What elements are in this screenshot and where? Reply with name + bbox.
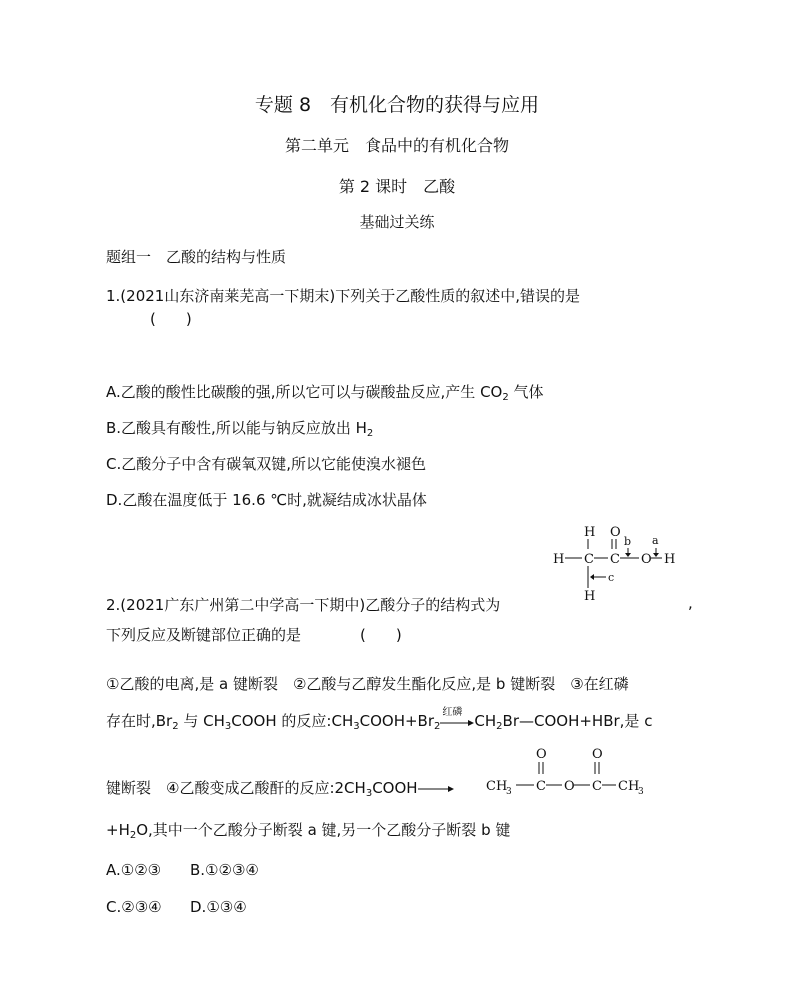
r2-sub1: 2 — [172, 721, 179, 732]
q2-option-b: B.①②③④ — [190, 861, 259, 879]
q1-option-a-post: 气体 — [508, 383, 544, 401]
struct-o-carbonyl: O — [610, 525, 621, 540]
group-title: 题组一 乙酸的结构与性质 — [106, 248, 287, 266]
r2-sub4: 2 — [434, 721, 441, 732]
arrow-icon — [440, 717, 474, 731]
r4-text-b: O,其中一个乙酸分子断裂 a 键,另一个乙酸分子断裂 b 键 — [136, 821, 511, 839]
r2-text-f: Br—COOH+HBr,是 c — [502, 712, 653, 730]
acetic-acid-structure-diagram — [548, 520, 688, 606]
struct-h-left: H — [553, 552, 565, 567]
reaction-arrow-red-phosphorus — [440, 706, 474, 729]
q1-option-a-text: A.乙酸的酸性比碳酸的强,所以它可以与碳酸盐反应,产生 CO — [106, 383, 503, 401]
q1-option-c: C.乙酸分子中含有碳氧双键,所以它能使溴水褪色 — [106, 455, 427, 473]
lesson-title: 第 2 课时 乙酸 — [338, 177, 456, 196]
section-title: 基础过关练 — [359, 213, 435, 231]
struct-c-methyl: C — [584, 552, 594, 567]
q2-reaction-line4 — [106, 819, 510, 841]
q2-reaction-line1: ①乙酸的电离,是 a 键断裂 ②乙酸与乙醇发生酯化反应,是 b 键断裂 ③在红磷 — [106, 675, 629, 693]
q2-option-a: A.①②③ — [106, 861, 162, 879]
q2-stem: 2.(2021广东广州第二中学高一下期中)乙酸分子的结构式为 — [106, 596, 501, 614]
r2-sub2: 3 — [224, 721, 232, 732]
struct-h-hydroxyl: H — [664, 552, 676, 567]
struct-label-a: a — [652, 534, 659, 547]
q1-answer-blank: ( ) — [150, 310, 192, 328]
r2-sub5: 2 — [496, 721, 503, 732]
struct-c-carboxyl: C — [610, 552, 620, 567]
r2-text-e: CH — [474, 712, 497, 730]
r2-text-b: 与 CH — [178, 712, 225, 730]
q1-option-b-text: B.乙酸具有酸性,所以能与钠反应放出 H — [106, 419, 367, 437]
q1-option-a — [106, 381, 544, 403]
struct-label-c: c — [608, 571, 615, 584]
q1-option-b — [106, 417, 373, 439]
r2-text-c: COOH 的反应:CH — [231, 712, 354, 730]
arrow-icon — [418, 784, 454, 794]
q2-reaction-line3 — [106, 777, 454, 799]
arrowhead-c — [590, 574, 594, 580]
struct-o-hydroxyl: O — [641, 552, 652, 567]
r3-sub: 3 — [365, 788, 373, 799]
r2-text-a: 存在时,Br — [106, 712, 173, 730]
reaction-condition: 红磷 — [442, 706, 463, 718]
arrowhead-a — [653, 553, 659, 557]
struct-label-b: b — [624, 535, 632, 548]
r4-text-a: +H — [106, 821, 130, 839]
q1-option-d: D.乙酸在温度低于 16.6 ℃时,就凝结成冰状晶体 — [106, 491, 427, 509]
anh-c-right: C — [592, 779, 602, 794]
reaction-arrow — [418, 784, 454, 794]
q2-reaction-line2 — [106, 706, 653, 732]
q1-option-a-sub: 2 — [502, 392, 509, 403]
r3-text: 键断裂 ④乙酸变成乙酸酐的反应:2CH — [106, 779, 366, 797]
q2-option-c: C.②③④ — [106, 898, 162, 916]
anh-o-left: O — [536, 747, 547, 762]
r2-text-d: COOH+Br — [359, 712, 435, 730]
q1-stem: 1.(2021山东济南莱芜高一下期末)下列关于乙酸性质的叙述中,错误的是 — [106, 287, 580, 305]
r3-text-b: COOH — [372, 779, 418, 797]
anh-c-left: C — [536, 779, 546, 794]
q2-stem-line2: 下列反应及断键部位正确的是 — [106, 626, 302, 644]
q2-stem-comma: , — [688, 594, 693, 612]
anh-ch3-left: CH — [486, 779, 508, 794]
arrowhead-b — [625, 553, 631, 557]
struct-h-bottom: H — [584, 589, 596, 604]
r2-sub3: 3 — [353, 721, 360, 732]
anh-ch3-right: CH — [618, 779, 640, 794]
anh-o-right: O — [592, 747, 603, 762]
anh-ch3-left-sub: 3 — [506, 787, 512, 797]
q2-option-d: D.①③④ — [190, 898, 247, 916]
anh-o-bridge: O — [564, 779, 575, 794]
chapter-title: 专题 8 有机化合物的获得与应用 — [254, 94, 540, 116]
acetic-anhydride-structure — [486, 742, 656, 798]
q1-option-b-sub: 2 — [366, 428, 374, 439]
anh-ch3-right-sub: 3 — [638, 787, 644, 797]
unit-title: 第二单元 食品中的有机化合物 — [284, 136, 509, 155]
q2-answer-blank: ( ) — [360, 626, 402, 644]
r4-sub: 2 — [129, 830, 137, 841]
struct-h-top: H — [584, 525, 596, 540]
